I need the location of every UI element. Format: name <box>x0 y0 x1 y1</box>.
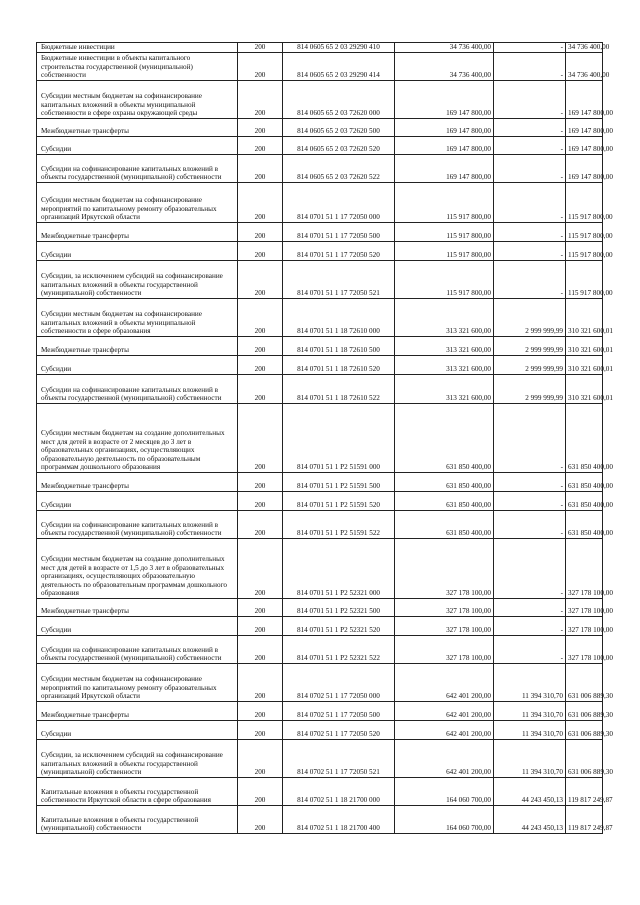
row-name-cell: Субсидии местным бюджетам на софинансирование мероприятий по капитальному ремонту образовательных организаций Иркутской области <box>37 183 238 223</box>
row-kbk-cell: 814 0701 51 1 18 72610 000 <box>283 299 395 337</box>
row-approved-cell: 169 147 800,00 <box>395 81 494 119</box>
row-unexecuted-cell: 169 147 800,00 <box>566 155 603 183</box>
table-row <box>37 43 603 53</box>
row-kbk-cell: 814 0702 51 1 17 72050 000 <box>283 664 395 702</box>
row-unexecuted-cell: 34 736 400,00 <box>566 53 603 81</box>
row-name-cell: Бюджетные инвестиции <box>37 43 238 53</box>
row-approved-cell: 115 917 800,00 <box>395 183 494 223</box>
row-executed-cell: - <box>494 119 566 137</box>
table-row <box>37 636 603 664</box>
row-approved-cell: 115 917 800,00 <box>395 261 494 299</box>
row-kbk-cell: 814 0605 65 2 03 72620 520 <box>283 137 395 155</box>
row-executed-cell: - <box>494 137 566 155</box>
row-executed-cell: - <box>494 473 566 492</box>
table-row <box>37 183 603 223</box>
row-approved-cell: 313 321 600,00 <box>395 375 494 404</box>
row-approved-cell: 631 850 400,00 <box>395 473 494 492</box>
row-kbk-cell: 814 0605 65 2 03 72620 500 <box>283 119 395 137</box>
row-unexecuted-cell: 327 178 100,00 <box>566 636 603 664</box>
row-kbk-cell: 814 0605 65 2 03 72620 522 <box>283 155 395 183</box>
row-kbk-cell: 814 0701 51 1 P2 52321 000 <box>283 539 395 599</box>
row-executed-cell: 44 243 450,13 <box>494 778 566 806</box>
row-code-cell: 200 <box>238 806 283 834</box>
row-approved-cell: 115 917 800,00 <box>395 223 494 242</box>
row-unexecuted-cell: 631 850 400,00 <box>566 473 603 492</box>
row-unexecuted-cell: 115 917 800,00 <box>566 223 603 242</box>
row-unexecuted-cell: 327 178 100,00 <box>566 539 603 599</box>
row-approved-cell: 642 401 200,00 <box>395 702 494 721</box>
row-name-cell: Межбюджетные трансферты <box>37 223 238 242</box>
row-name-cell: Субсидии на софинансирование капитальных вложений в объекты государственной (муниципальной) собственности <box>37 375 238 404</box>
row-unexecuted-cell: 169 147 800,00 <box>566 81 603 119</box>
table-row <box>37 404 603 473</box>
row-name-cell: Капитальные вложения в объекты государственной собственности Иркутской области в сфере образования <box>37 778 238 806</box>
row-kbk-cell: 814 0701 51 1 P2 52321 522 <box>283 636 395 664</box>
table-row <box>37 664 603 702</box>
row-kbk-cell: 814 0701 51 1 18 72610 522 <box>283 375 395 404</box>
row-kbk-cell: 814 0701 51 1 17 72050 521 <box>283 261 395 299</box>
row-unexecuted-cell: 169 147 800,00 <box>566 119 603 137</box>
row-approved-cell: 115 917 800,00 <box>395 242 494 261</box>
row-kbk-cell: 814 0701 51 1 17 72050 500 <box>283 223 395 242</box>
row-executed-cell: - <box>494 617 566 636</box>
row-kbk-cell: 814 0701 51 1 17 72050 520 <box>283 242 395 261</box>
row-executed-cell: 11 394 310,70 <box>494 664 566 702</box>
row-unexecuted-cell: 631 006 889,30 <box>566 664 603 702</box>
budget-table-sheet <box>36 42 613 834</box>
row-executed-cell: - <box>494 636 566 664</box>
row-name-cell: Субсидии <box>37 492 238 511</box>
row-code-cell: 200 <box>238 299 283 337</box>
row-kbk-cell: 814 0702 51 1 17 72050 500 <box>283 702 395 721</box>
row-code-cell: 200 <box>238 636 283 664</box>
row-code-cell: 200 <box>238 740 283 778</box>
row-name-cell: Субсидии, за исключением субсидий на софинансирование капитальных вложений в объекты государственной (муниципальной) собственности <box>37 740 238 778</box>
row-approved-cell: 642 401 200,00 <box>395 740 494 778</box>
row-name-cell: Субсидии <box>37 242 238 261</box>
row-executed-cell: - <box>494 539 566 599</box>
row-code-cell: 200 <box>238 778 283 806</box>
row-code-cell: 200 <box>238 261 283 299</box>
row-name-cell: Межбюджетные трансферты <box>37 702 238 721</box>
table-body <box>37 43 613 834</box>
table-row <box>37 702 603 721</box>
row-approved-cell: 631 850 400,00 <box>395 404 494 473</box>
row-code-cell: 200 <box>238 404 283 473</box>
row-approved-cell: 34 736 400,00 <box>395 43 494 53</box>
row-code-cell: 200 <box>238 337 283 356</box>
row-code-cell: 200 <box>238 599 283 617</box>
row-name-cell: Субсидии местным бюджетам на создание дополнительных мест для детей в возрасте от 1,5 до 3 лет в образовательных организациях, осуществляющих образовательную деятельность по образовательным программам дошкольного образования <box>37 539 238 599</box>
row-unexecuted-cell: 34 736 400,00 <box>566 43 603 53</box>
row-approved-cell: 642 401 200,00 <box>395 664 494 702</box>
row-approved-cell: 327 178 100,00 <box>395 599 494 617</box>
row-unexecuted-cell: 631 850 400,00 <box>566 404 603 473</box>
table-row <box>37 261 603 299</box>
row-executed-cell: - <box>494 242 566 261</box>
table-row <box>37 299 603 337</box>
table-row <box>37 539 603 599</box>
row-approved-cell: 313 321 600,00 <box>395 337 494 356</box>
row-code-cell: 200 <box>238 664 283 702</box>
row-kbk-cell: 814 0605 65 2 03 29290 410 <box>283 43 395 53</box>
row-code-cell: 200 <box>238 356 283 375</box>
row-unexecuted-cell: 631 006 889,30 <box>566 702 603 721</box>
row-approved-cell: 631 850 400,00 <box>395 511 494 539</box>
row-executed-cell: 11 394 310,70 <box>494 740 566 778</box>
row-executed-cell: 11 394 310,70 <box>494 721 566 740</box>
row-kbk-cell: 814 0605 65 2 03 72620 000 <box>283 81 395 119</box>
row-kbk-cell: 814 0702 51 1 17 72050 521 <box>283 740 395 778</box>
row-approved-cell: 327 178 100,00 <box>395 617 494 636</box>
row-name-cell: Капитальные вложения в объекты государственной (муниципальной) собственности <box>37 806 238 834</box>
row-approved-cell: 313 321 600,00 <box>395 299 494 337</box>
row-kbk-cell: 814 0701 51 1 P2 51591 000 <box>283 404 395 473</box>
row-name-cell: Субсидии <box>37 617 238 636</box>
row-code-cell: 200 <box>238 53 283 81</box>
table-row <box>37 806 603 834</box>
row-kbk-cell: 814 0702 51 1 18 21700 000 <box>283 778 395 806</box>
row-approved-cell: 164 060 700,00 <box>395 778 494 806</box>
table-row <box>37 155 603 183</box>
row-unexecuted-cell: 310 321 600,01 <box>566 375 603 404</box>
table-row <box>37 337 603 356</box>
table-row <box>37 81 603 119</box>
budget-execution-table <box>36 42 613 834</box>
row-approved-cell: 169 147 800,00 <box>395 155 494 183</box>
row-kbk-cell: 814 0701 51 1 P2 51591 500 <box>283 473 395 492</box>
row-kbk-cell: 814 0701 51 1 17 72050 000 <box>283 183 395 223</box>
row-unexecuted-cell: 631 006 889,30 <box>566 721 603 740</box>
row-code-cell: 200 <box>238 183 283 223</box>
row-code-cell: 200 <box>238 223 283 242</box>
row-code-cell: 200 <box>238 492 283 511</box>
row-approved-cell: 327 178 100,00 <box>395 539 494 599</box>
row-executed-cell: 44 243 450,13 <box>494 806 566 834</box>
row-unexecuted-cell: 631 850 400,00 <box>566 511 603 539</box>
row-name-cell: Субсидии <box>37 721 238 740</box>
row-executed-cell: 11 394 310,70 <box>494 702 566 721</box>
row-unexecuted-cell: 310 321 600,01 <box>566 337 603 356</box>
row-executed-cell: - <box>494 599 566 617</box>
row-name-cell: Субсидии на софинансирование капитальных вложений в объекты государственной (муниципальной) собственности <box>37 511 238 539</box>
table-row <box>37 223 603 242</box>
table-row <box>37 119 603 137</box>
row-approved-cell: 313 321 600,00 <box>395 356 494 375</box>
row-unexecuted-cell: 327 178 100,00 <box>566 617 603 636</box>
row-approved-cell: 169 147 800,00 <box>395 119 494 137</box>
row-name-cell: Субсидии местным бюджетам на софинансирование капитальных вложений в объекты муниципальной собственности в сфере образования <box>37 299 238 337</box>
row-executed-cell: - <box>494 492 566 511</box>
row-name-cell: Межбюджетные трансферты <box>37 119 238 137</box>
row-code-cell: 200 <box>238 617 283 636</box>
row-name-cell: Субсидии, за исключением субсидий на софинансирование капитальных вложений в объекты государственной (муниципальной) собственности <box>37 261 238 299</box>
row-executed-cell: - <box>494 261 566 299</box>
row-name-cell: Субсидии местным бюджетам на софинансирование мероприятий по капитальному ремонту образовательных организаций Иркутской области <box>37 664 238 702</box>
row-executed-cell: 2 999 999,99 <box>494 337 566 356</box>
table-row <box>37 778 603 806</box>
row-code-cell: 200 <box>238 473 283 492</box>
table-row <box>37 511 603 539</box>
table-row <box>37 53 603 81</box>
row-code-cell: 200 <box>238 721 283 740</box>
row-unexecuted-cell: 631 850 400,00 <box>566 492 603 511</box>
row-kbk-cell: 814 0701 51 1 P2 51591 520 <box>283 492 395 511</box>
row-name-cell: Межбюджетные трансферты <box>37 473 238 492</box>
row-kbk-cell: 814 0701 51 1 P2 52321 520 <box>283 617 395 636</box>
row-executed-cell: - <box>494 53 566 81</box>
row-unexecuted-cell: 115 917 800,00 <box>566 183 603 223</box>
row-approved-cell: 642 401 200,00 <box>395 721 494 740</box>
table-row <box>37 137 603 155</box>
row-code-cell: 200 <box>238 539 283 599</box>
row-approved-cell: 169 147 800,00 <box>395 137 494 155</box>
row-name-cell: Субсидии местным бюджетам на создание дополнительных мест для детей в возрасте от 2 месяцев до 3 лет в образовательных организациях, осуществляющих образовательную деятельность по образовательным программам дошкольного образования <box>37 404 238 473</box>
row-executed-cell: - <box>494 43 566 53</box>
table-row <box>37 599 603 617</box>
row-name-cell: Субсидии на софинансирование капитальных вложений в объекты государственной (муниципальной) собственности <box>37 155 238 183</box>
row-approved-cell: 34 736 400,00 <box>395 53 494 81</box>
row-executed-cell: - <box>494 223 566 242</box>
row-kbk-cell: 814 0605 65 2 03 29290 414 <box>283 53 395 81</box>
table-row <box>37 721 603 740</box>
row-code-cell: 200 <box>238 155 283 183</box>
row-code-cell: 200 <box>238 81 283 119</box>
row-kbk-cell: 814 0702 51 1 18 21700 400 <box>283 806 395 834</box>
row-unexecuted-cell: 631 006 889,30 <box>566 740 603 778</box>
row-unexecuted-cell: 169 147 800,00 <box>566 137 603 155</box>
row-unexecuted-cell: 310 321 600,01 <box>566 356 603 375</box>
table-row <box>37 473 603 492</box>
row-executed-cell: - <box>494 183 566 223</box>
row-executed-cell: - <box>494 404 566 473</box>
row-unexecuted-cell: 115 917 800,00 <box>566 242 603 261</box>
row-name-cell: Субсидии <box>37 137 238 155</box>
row-kbk-cell: 814 0702 51 1 17 72050 520 <box>283 721 395 740</box>
row-name-cell: Межбюджетные трансферты <box>37 599 238 617</box>
row-executed-cell: 2 999 999,99 <box>494 299 566 337</box>
row-name-cell: Межбюджетные трансферты <box>37 337 238 356</box>
row-code-cell: 200 <box>238 242 283 261</box>
row-code-cell: 200 <box>238 702 283 721</box>
row-code-cell: 200 <box>238 119 283 137</box>
row-kbk-cell: 814 0701 51 1 18 72610 520 <box>283 356 395 375</box>
row-name-cell: Бюджетные инвестиции в объекты капитального строительства государственной (муниципальной) собственности <box>37 53 238 81</box>
table-row <box>37 617 603 636</box>
table-row <box>37 356 603 375</box>
row-name-cell: Субсидии на софинансирование капитальных вложений в объекты государственной (муниципальной) собственности <box>37 636 238 664</box>
row-unexecuted-cell: 115 917 800,00 <box>566 261 603 299</box>
row-kbk-cell: 814 0701 51 1 P2 51591 522 <box>283 511 395 539</box>
row-kbk-cell: 814 0701 51 1 18 72610 500 <box>283 337 395 356</box>
row-code-cell: 200 <box>238 511 283 539</box>
table-row <box>37 492 603 511</box>
row-code-cell: 200 <box>238 137 283 155</box>
row-name-cell: Субсидии местным бюджетам на софинансирование капитальных вложений в объекты муниципальной собственности в сфере охраны окружающей среды <box>37 81 238 119</box>
row-executed-cell: - <box>494 155 566 183</box>
row-unexecuted-cell: 327 178 100,00 <box>566 599 603 617</box>
row-unexecuted-cell: 119 817 249,87 <box>566 778 603 806</box>
row-executed-cell: 2 999 999,99 <box>494 356 566 375</box>
table-row <box>37 242 603 261</box>
row-approved-cell: 327 178 100,00 <box>395 636 494 664</box>
row-executed-cell: - <box>494 511 566 539</box>
row-approved-cell: 164 060 700,00 <box>395 806 494 834</box>
table-row <box>37 375 603 404</box>
row-kbk-cell: 814 0701 51 1 P2 52321 500 <box>283 599 395 617</box>
row-code-cell: 200 <box>238 43 283 53</box>
row-unexecuted-cell: 310 321 600,01 <box>566 299 603 337</box>
row-executed-cell: 2 999 999,99 <box>494 375 566 404</box>
row-executed-cell: - <box>494 81 566 119</box>
row-code-cell: 200 <box>238 375 283 404</box>
row-name-cell: Субсидии <box>37 356 238 375</box>
row-approved-cell: 631 850 400,00 <box>395 492 494 511</box>
table-row <box>37 740 603 778</box>
row-unexecuted-cell: 119 817 249,87 <box>566 806 603 834</box>
